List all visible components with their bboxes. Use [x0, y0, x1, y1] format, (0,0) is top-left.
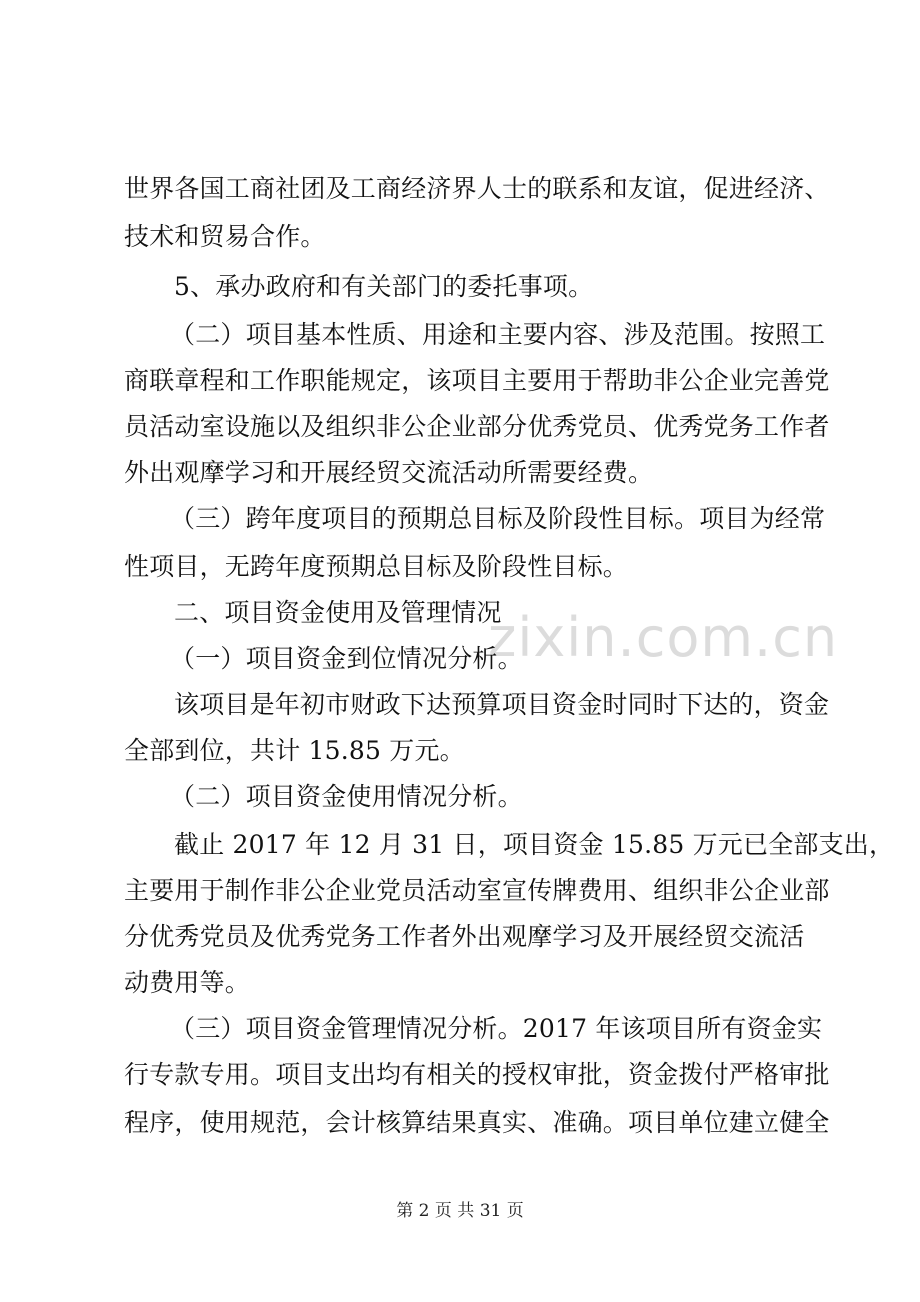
text-line: 全部到位，共计 15.85 万元。 — [124, 736, 465, 765]
text-line: 程序，使用规范，会计核算结果真实、准确。项目单位建立健全 — [124, 1108, 830, 1137]
text-line: 技术和贸易合作。 — [124, 222, 326, 251]
text-line: （一）项目资金到位情况分析。 — [170, 644, 523, 673]
text-line: （二）项目资金使用情况分析。 — [170, 782, 523, 811]
section-heading: 二、项目资金使用及管理情况 — [174, 598, 502, 627]
text-line: 5、承办政府和有关部门的委托事项。 — [174, 272, 594, 301]
text-line: 截止 2017 年 12 月 31 日，项目资金 15.85 万元已全部支出， — [174, 830, 895, 859]
text-line: 动费用等。 — [124, 968, 251, 997]
text-line: 行专款专用。项目支出均有相关的授权审批，资金拨付严格审批 — [124, 1060, 830, 1089]
text-line: 世界各国工商社团及工商经济界人士的联系和友谊，促进经济、 — [124, 174, 830, 203]
text-line: 性项目，无跨年度预期总目标及阶段性目标。 — [124, 552, 629, 581]
watermark: zixin.com.cn — [488, 606, 839, 669]
page-footer: 第 2 页 共 31 页 — [396, 1201, 524, 1221]
text-line: 商联章程和工作职能规定，该项目主要用于帮助非公企业完善党 — [124, 366, 830, 395]
text-line: 员活动室设施以及组织非公企业部分优秀党员、优秀党务工作者 — [124, 412, 830, 441]
text-line: （三）项目资金管理情况分析。2017 年该项目所有资金实 — [170, 1014, 823, 1043]
text-line: 外出观摩学习和开展经贸交流活动所需要经费。 — [124, 458, 654, 487]
text-line: 该项目是年初市财政下达预算项目资金时同时下达的，资金 — [174, 690, 830, 719]
text-line: 主要用于制作非公企业党员活动室宣传牌费用、组织非公企业部 — [124, 876, 830, 905]
text-line: （二）项目基本性质、用途和主要内容、涉及范围。按照工 — [170, 320, 826, 349]
text-line: 分优秀党员及优秀党务工作者外出观摩学习及开展经贸交流活 — [124, 922, 805, 951]
text-line: （三）跨年度项目的预期总目标及阶段性目标。项目为经常 — [170, 504, 826, 533]
